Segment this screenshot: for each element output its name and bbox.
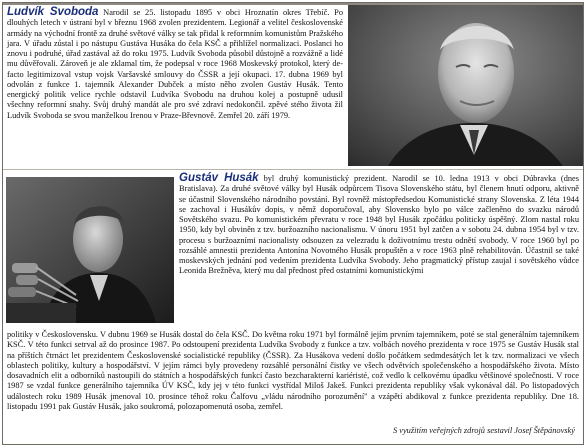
- svoboda-text: Narodil se 25. listopadu 1895 v obci Hroznatín okres Třebíč. Po dlouhých letech v ústraní byl v březnu 1968 zvolen prezidentem. Legionář a velitel československé armády na východní frontě za druhé světové války se tak přidal k reformním komunistům Pražského jara. V úřadu zůstal i po nástupu Gustáva Husáka do čela KSČ a přihlížel normalizaci. Poslanci ho znovu i podruhé, úřad zastával až do roku 1975. Ludvík Svoboda působil důstojně a rozvážně a lidé mu důvěřovali. Zároveň je ale zklamal tím, že podepsal v roce 1968 Moskevský protokol, který de-facto legitimizoval vstup vojsk Varšavské smlouvy do ČSSR a její okupaci. 17. dubna 1969 byl odvolán z funkce 1. tajemník Alexander Dubček a místo něho zvolen Gustáv Husák. Tento energický politik velice rychle odstavil Ludvíka Svobodu na druhou kolej a postupně udusil všechny reformní snahy. Svůj druhý mandát ale pro své zdraví nedokončil. zpěvé stého života žil Ludvík Svoboda se svou manželkou Irenou v Praze-Břevnově. Zemřel 20. září 1979.: [7, 8, 343, 120]
- husak-text: byl druhý komunistický prezident. Narodil se 10. ledna 1913 v obci Dúbravka (dnes Bratislava). Za druhé světové války byl Husák odpůrcem Tisova Slovenského státu, byl členem hnutí odporu, aktivně se účastnil Slovenského národního povstání. Byl rovněž místopředsedou Komunistické strany Slovenska. Z léta 1944 se zachoval i Husákův dopis, v němž doporučoval, aby Slovensko bylo po válce začleněno do svazku národů Sovětského svazu. Po komunistickém převratu v roce 1948 byl Husák zpočátku politicky úspěšný. Zlom nastal roku 1950, kdy byl obviněn z tzv. buržoazního nacionalismu. V únoru 1951 byl zatčen a v sobotu 24. dubna 1954 byl v tzv. procesu s buržoazními nacionalisty odsouzen za velezradu k doživotnímu trestu odnětí svobody. V roce 1960 byl po rozsáhlé amnestii prezidenta Antonína Novotného Husák propuštěn a v roce 1963 plně rehabilitován. Účastnil se také moskevských jednání pod vedením prezidenta Ludvíka Svobody. Jeho pragmatický přístup zaujal i sovětského vůdce Leonida Brežněva, který mu dal přednost před ostatními komunistickými: [179, 174, 579, 276]
- husak-paragraph-continued: politiky v Československu. V dubnu 1969 se Husák dostal do čela KSČ. Do května roku 1971 byl formálně jejím prvním tajemníkem, poté se stal generálním tajemníkem KSČ. V této funkci setrval až do prosince 1987. Po odstoupení prezidenta Ludvíka Svobody z funkce a tzv. volbách nového prezidenta v roce 1975 se Gustáv Husák stal na příštích čtrnáct let prezidentem Československé socialistické republiky (ČSSR). Za Husákova vedení došlo počátkem sedmdesátých let k tzv. normalizaci ve všech oblastech politiky, kultury a hospodářství. V jejím rámci byly provedeny rozsáhlé personální čistky ve všech odvětvích společenského a hospodářského života. Místo dosavadních elit a odborníků nastoupili do státních a hospodářských funkcí často bezcharakterní kariéristé, což vedlo k celkovému úpadku většinové společnosti. V roce 1987 se vzdal funkce generálního tajemníka ÚV KSČ, kdy jej v této funkci vystřídal Miloš Jakeš. Funkci prezidenta republiky však vykonával dál. Po listopadových událostech roku 1989 Husák jmenoval 10. prosince téhož roku Čalfovu „vládu národního porozumění" a vzápětí abdikoval z funkce prezidenta republiky. Dne 18. listopadu 1991 pak Gustáv Husák, jako soukromá, polozapomenutá osoba, zemřel.: [7, 330, 579, 411]
- husak-name: Gustáv Husák: [179, 172, 259, 184]
- source-credit: S využitím veřejných zdrojů sestavil Josef Štěpánovský: [392, 426, 575, 435]
- svoboda-photo: [348, 5, 583, 166]
- husak-paragraph: [179, 173, 579, 277]
- article-frame: [2, 2, 584, 445]
- svoboda-name: Ludvík Svoboda: [7, 6, 99, 18]
- svoboda-paragraph: [7, 7, 343, 121]
- section-divider: [3, 169, 583, 170]
- husak-photo: [6, 177, 174, 323]
